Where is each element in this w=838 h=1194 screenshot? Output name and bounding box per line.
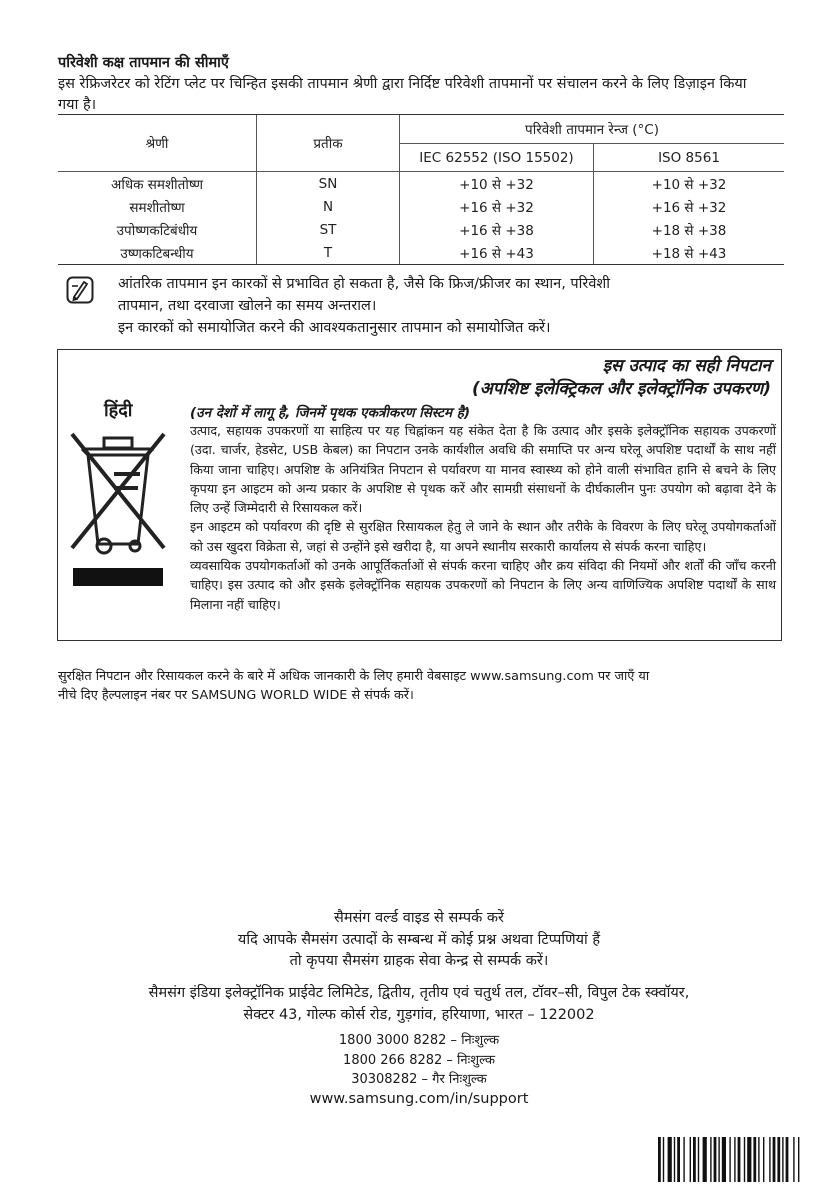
barcode-bar (753, 1137, 756, 1182)
recycle-info-line: नीचे दिए हैल्पलाइन नंबर पर SAMSUNG WORLD WIDE से संपर्क करें। (58, 688, 414, 703)
contact-line: यदि आपके सैमसंग उत्पादों के सम्बन्ध में कोई प्रश्न अथवा टिप्पणियां हैं (237, 931, 601, 948)
contact-line: तो कृपया सैमसंग ग्राहक सेवा केन्द्र से सम्पर्क करें। (289, 953, 549, 969)
iec-cell: +16 से +38 (400, 218, 594, 241)
barcode-bar (782, 1137, 783, 1182)
note-text (118, 273, 758, 339)
class-cell: अधिक समशीतोष्ण (111, 176, 203, 193)
barcode-bar (786, 1137, 789, 1182)
barcode-bar (798, 1137, 799, 1182)
barcode-bar (710, 1137, 711, 1182)
iec-cell: +16 से +32 (400, 195, 594, 218)
barcode-bar (734, 1137, 735, 1182)
note-line: तापमान, तथा दरवाजा खोलने का समय अन्तराल। (118, 298, 377, 314)
header-class: श्रेणी (58, 115, 257, 172)
barcode-bar (698, 1137, 699, 1182)
note-pencil-icon (66, 276, 94, 304)
note-line: आंतरिक तापमान इन कारकों से प्रभावित हो सकता है, जैसे कि फ्रिज/फ्रीजर का स्थान, परिवेशी (118, 276, 611, 292)
phone-block (0, 1031, 838, 1109)
barcode-bar (714, 1137, 717, 1182)
iso-cell: +18 से +38 (594, 218, 785, 241)
iso-cell: +16 से +32 (594, 195, 785, 218)
barcode-bar (718, 1137, 719, 1182)
barcode-bar (769, 1137, 770, 1182)
barcode-bar (729, 1137, 730, 1182)
weee-body (190, 421, 776, 614)
header-symbol: प्रतीक (257, 115, 400, 172)
class-cell: समशीतोष्ण (129, 199, 185, 216)
weee-heading (472, 355, 771, 401)
barcode-bar (763, 1137, 764, 1182)
table-row (58, 195, 784, 218)
class-cell: उष्णकटिबन्धीय (58, 241, 257, 265)
barcode-bar (677, 1137, 680, 1182)
symbol-cell: T (257, 241, 400, 265)
table-row (58, 172, 784, 196)
barcode-bar (703, 1137, 707, 1182)
weee-heading-line2: (अपशिष्ट इलेक्ट्रिकल और इलेक्ट्रॉनिक उपकरण) (471, 379, 771, 399)
phone-line: 1800 266 8282 – निःशुल्क (343, 1052, 495, 1068)
barcode-bar (683, 1137, 684, 1182)
barcode-bar (690, 1137, 691, 1182)
header-range: परिवेशी तापमान रेन्ज (°C) (400, 115, 785, 144)
note-line: इन कारकों को समायोजित करने की आवश्यकतानुसार तापमान को समायोजित करें। (118, 320, 551, 336)
address-line: सेक्टर 43, गोल्फ कोर्स रोड, गुड़गांव, हरियाणा, भारत – 122002 (243, 1006, 595, 1023)
section-title: परिवेशी कक्ष तापमान की सीमाएँ (58, 55, 229, 71)
barcode-bar (773, 1137, 776, 1182)
address-block (0, 983, 838, 1026)
barcode-bar (777, 1137, 780, 1182)
barcode-icon (658, 1137, 830, 1182)
barcode-bar (744, 1137, 745, 1182)
header-iso: ISO 8561 (594, 144, 785, 172)
phone-line: 30308282 – गैर निःशुल्क (351, 1072, 487, 1087)
class-cell: उपोष्णकटिबंधीय (116, 222, 198, 239)
barcode-bar (793, 1137, 794, 1182)
weee-paragraph: उत्पाद, सहायक उपकरणों या साहित्य पर यह चिह्नांकन यह संकेत देता है कि उत्पाद और इसके इलेक्ट्रॉनिक सहायक उपकरणों (उदा. चार्जर, हेडसेट, USB केबल) का निपटान उनके कार्यशील अवधि की समाप्ति पर अन्य घरेलू अपशिष्ट पदार्थों के साथ नहीं किया जाना चाहिए। अपशिष्ट के अनियंत्रित निपटान से पर्यावरण या मानव स्वास्थ्य को होने वाली संभावित हानि से बचने के लिए कृपया इन आइटम को अन्य प्रकार के अपशिष्ट से पृथक करें और सामग्री संसाधनों के दीर्घकालीन पुनः उपयोग को बढ़ावा देने के लिए उन्हें जिम्मेदारी से रिसायकल करें। (190, 423, 776, 516)
table-row (58, 218, 784, 241)
barcode-bar (722, 1137, 726, 1182)
symbol-cell: SN (257, 172, 400, 196)
temperature-table (58, 114, 784, 265)
weee-disposal-box (57, 349, 782, 641)
contact-line: सैमसंग वर्ल्ड वाइड से सम्पर्क करें (334, 910, 504, 926)
recycle-info-line: सुरक्षित निपटान और रिसायकल करने के बारे में अधिक जानकारी के लिए हमारी वेबसाइट www.samsung.com पर जाएँ या (58, 669, 650, 684)
barcode-bar (738, 1137, 741, 1182)
address-line: सैमसंग इंडिया इलेक्ट्रॉनिक प्राईवेट लिमिटेड, द्वितीय, तृतीय एवं चतुर्थ तल, टॉवर–सी, विपुल टेक स्क्वॉयर, (148, 985, 690, 1001)
symbol-cell: ST (257, 218, 400, 241)
barcode-bar (747, 1137, 751, 1182)
recycle-info (58, 667, 778, 705)
barcode-bar (693, 1137, 696, 1182)
table-row (58, 241, 784, 265)
symbol-cell: N (257, 195, 400, 218)
barcode-bar (663, 1137, 664, 1182)
barcode-bar (674, 1137, 675, 1182)
barcode-bar (758, 1137, 759, 1182)
barcode-bar (658, 1137, 661, 1182)
support-website: www.samsung.com/in/support (309, 1090, 529, 1107)
weee-paragraph: इन आइटम को पर्यावरण की दृष्टि से सुरक्षित रिसायकल हेतु ले जाने के स्थान और तरीके के विवरण के लिए घरेलू उपयोगकर्ताओं को उस खुदरा विक्रेता से, जहां से उन्होंने इसे खरीदा है, या अपने स्थानीय सरकारी कार्यालय से संपर्क करना चाहिए। (190, 519, 776, 554)
crossed-out-wheelie-bin-icon (68, 426, 168, 588)
weee-subheading: (उन देशों में लागू है, जिनमें पृथक एकत्रीकरण सिस्टम है) (190, 405, 471, 421)
weee-paragraph: व्यवसायिक उपयोगकर्ताओं को उनके आपूर्तिकर्ताओं से संपर्क करना चाहिए और क्रय संविदा की नियमों और शर्तों की जाँच करनी चाहिए। इस उत्पाद को और इसके इलेक्ट्रॉनिक सहायक उपकरणों को निपटान के लिए अन्य वाणिज्यिक अपशिष्ट पदार्थों के साथ मिलाना नहीं चाहिए। (190, 558, 776, 612)
iec-cell: +10 से +32 (400, 172, 594, 196)
language-label: हिंदी (104, 400, 133, 421)
contact-block (0, 908, 838, 973)
header-iec: IEC 62552 (ISO 15502) (400, 144, 594, 172)
iso-cell: +18 से +43 (594, 241, 785, 265)
weee-heading-line1: इस उत्पाद का सही निपटान (602, 356, 771, 376)
barcode-bar (668, 1137, 672, 1182)
section-intro: इस रेफ्रिजरेटर को रेटिंग प्लेट पर चिन्हित इसकी तापमान श्रेणी द्वारा निर्दिष्ट परिवेशी तापमानों पर संचालन करने के लिए डिज़ाइन किया गया है। (58, 76, 747, 113)
phone-line: 1800 3000 8282 – निःशुल्क (338, 1033, 500, 1048)
iso-cell: +10 से +32 (594, 172, 785, 196)
iec-cell: +16 से +43 (400, 241, 594, 265)
